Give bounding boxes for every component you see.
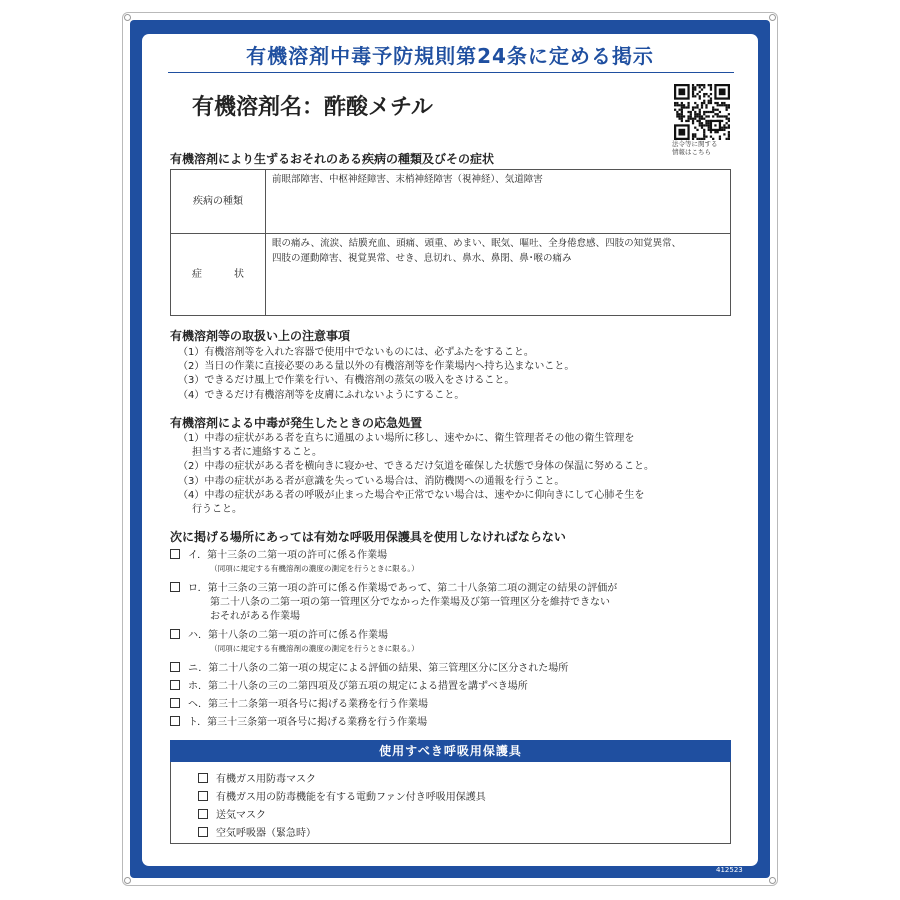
ppe-item (198, 791, 486, 805)
checkbox[interactable] (170, 549, 180, 559)
places-heading: 次に掲げる場所にあっては有効な呼吸用保護具を使用しなければならない (170, 530, 566, 544)
symptom-row (171, 234, 731, 316)
list-item: （1）中毒の症状がある者を直ちに通風のよい場所に移し、速やかに、衛生管理者その他の衛生管理を (178, 433, 635, 444)
list-item-continuation: 担当する者に連絡すること。 (192, 447, 322, 459)
checkbox[interactable] (198, 791, 208, 801)
place-item (170, 629, 419, 654)
list-item: （4）中毒の症状がある者の呼吸が止まった場合や正常でない場合は、速やかに仰向きにして心肺そ生を (178, 489, 645, 501)
checkbox[interactable] (170, 698, 180, 708)
ppe-item (198, 809, 266, 823)
disease-type-label: 疾病の種類 (171, 170, 266, 234)
ppe-heading: 使用すべき呼吸用保護具 (170, 740, 731, 762)
ppe-item (198, 827, 316, 841)
checkbox[interactable] (170, 716, 180, 726)
place-text: ロ．第十三条の三第一項の許可に係る作業場であって、第二十八条第二項の測定の結果の評価が (188, 583, 618, 594)
mounting-hole (769, 877, 776, 884)
list-item: （2）中毒の症状がある者を横向きに寝かせ、できるだけ気道を確保した状態で身体の保温に努めること。 (178, 461, 655, 473)
place-item (170, 680, 528, 694)
place-text: ニ．第二十八条の二第一項の規定による評価の結果、第三管理区分に区分された場所 (188, 663, 569, 674)
place-item (170, 582, 617, 624)
disease-table (170, 169, 731, 316)
ppe-text: 有機ガス用の防毒機能を有する電動ファン付き呼吸用保護具 (216, 792, 486, 803)
place-item (170, 716, 427, 730)
mounting-hole (769, 14, 776, 21)
list-item: （1）有機溶剤等を入れた容器で使用中でないものには、必ずふたをすること。 (178, 347, 534, 358)
handling-list (178, 346, 574, 403)
place-note: （同項に規定する有機溶剤の濃度の測定を行うときに限る。） (210, 564, 419, 573)
place-item (170, 698, 428, 712)
list-item: （2）当日の作業に直接必要のある量以外の有機溶剤等を作業場内へ持ち込まないこと。 (178, 361, 575, 373)
emergency-list (178, 432, 654, 517)
checkbox[interactable] (170, 629, 180, 639)
ppe-text: 有機ガス用防毒マスク (216, 774, 316, 785)
handling-heading: 有機溶剤等の取扱い上の注意事項 (170, 329, 351, 343)
sign-panel (142, 34, 758, 866)
place-text: ヘ．第三十二条第一項各号に掲げる業務を行う作業場 (188, 699, 428, 710)
qr-caption (672, 140, 742, 156)
place-continuation: 第二十八条の二第一項の第一管理区分でなかった作業場及び第一管理区分を維持できない (210, 597, 610, 608)
disease-type-value: 前眼部障害、中枢神経障害、末梢神経障害（視神経）、気道障害 (266, 170, 731, 234)
symptom-value (266, 234, 731, 316)
checkbox[interactable] (170, 680, 180, 690)
sign-title: 有機溶剤中毒予防規則第24条に定める掲示 (246, 44, 654, 68)
place-item (170, 662, 568, 676)
place-text: ホ．第二十八条の三の二第四項及び第五項の規定による措置を講ずべき場所 (188, 681, 528, 692)
place-note: （同項に規定する有機溶剤の濃度の測定を行うときに限る。） (210, 644, 419, 653)
symptom-label (171, 234, 266, 316)
symptom-label-char: 状 (234, 269, 244, 280)
ppe-item (198, 773, 316, 787)
list-item: （3）できるだけ風上で作業を行い、有機溶剤の蒸気の吸入をさけること。 (178, 375, 515, 387)
qr-caption-line: 情報はこちら (672, 148, 711, 156)
checkbox[interactable] (198, 827, 208, 837)
symptom-line: 眼の痛み、流涙、結膜充血、頭痛、頭重、めまい、眠気、嘔吐、全身倦怠感、四肢の知覚異常、 (272, 238, 682, 249)
place-text: ハ．第十八条の二第一項の許可に係る作業場 (188, 630, 388, 641)
place-continuation: おそれがある作業場 (210, 611, 300, 622)
place-text: イ．第十三条の二第一項の許可に係る作業場 (188, 550, 388, 561)
ppe-text: 送気マスク (216, 810, 266, 821)
mounting-hole (124, 877, 131, 884)
checkbox[interactable] (198, 773, 208, 783)
emergency-heading: 有機溶剤による中毒が発生したときの応急処置 (170, 416, 423, 430)
product-code: 412523 (716, 866, 743, 874)
qr-caption-line: 法令等に関する (672, 140, 718, 148)
ppe-text: 空気呼吸器（緊急時） (216, 828, 316, 839)
checkbox[interactable] (170, 582, 180, 592)
list-item: （3）中毒の症状がある者が意識を失っている場合は、消防機関への通報を行うこと。 (178, 475, 565, 487)
diseases-heading: 有機溶剤により生ずるおそれのある疾病の種類及びその症状 (170, 152, 495, 166)
list-item: （4）できるだけ有機溶剤等を皮膚にふれないようにすること。 (178, 389, 465, 401)
place-item (170, 549, 419, 574)
qr-code-icon[interactable] (674, 84, 730, 140)
checkbox[interactable] (198, 809, 208, 819)
title-rule (168, 72, 734, 73)
place-text: ト．第三十三条第一項各号に掲げる業務を行う作業場 (188, 717, 428, 728)
checkbox[interactable] (170, 662, 180, 672)
mounting-hole (124, 14, 131, 21)
solvent-name: 有機溶剤名：酢酸メチル (192, 95, 433, 120)
symptom-line: 四肢の運動障害、視覚異常、せき、息切れ、鼻水、鼻閉、鼻･喉の痛み (272, 253, 572, 264)
disease-type-row (171, 170, 731, 234)
list-item-continuation: 行うこと。 (192, 504, 242, 516)
symptom-label-char: 症 (192, 269, 202, 280)
